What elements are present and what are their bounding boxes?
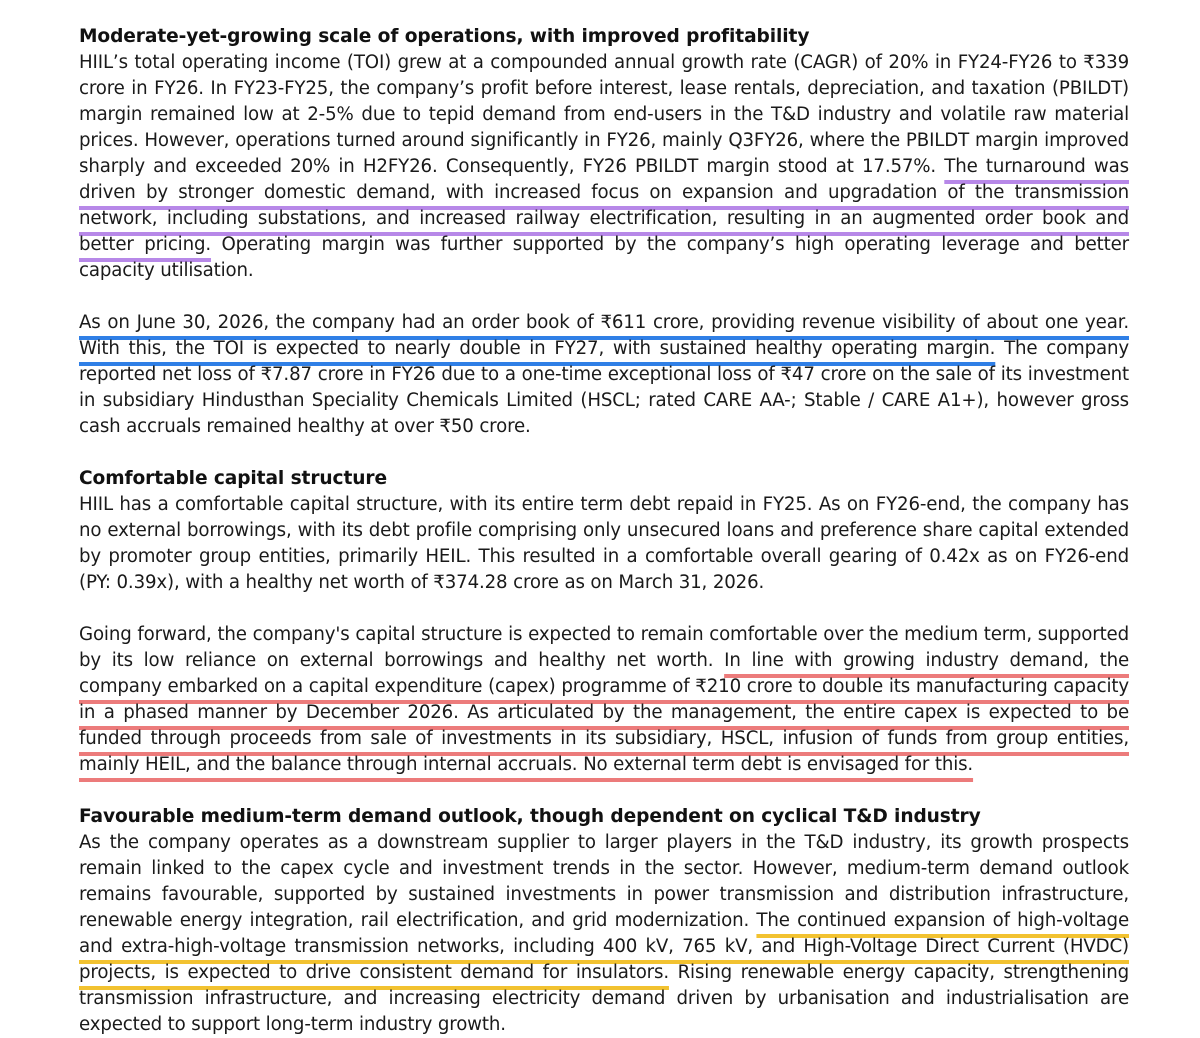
paragraph-text: HIIL’s total operating income (TOI) grew at a compounded annual growth rate (CAGR) of 20% in FY24-FY26 to ₹339 crore in FY26. In FY23-FY25, the company’s profit before interest, lease rentals, depreciation, and taxation (PBILDT) margin remained low at 2-5% due to tepid demand from end-users in the T&D industry and volatile raw material prices. However, operations turned around significantly in FY26, mainly Q3FY26, where the PBILDT margin improved sharply and exceeded 20% in H2FY26. Consequently, FY26 PBILDT margin stood at 17.57%.	[79, 52, 1129, 177]
section-heading: Favourable medium-term demand outlook, though dependent on cyclical T&D industry	[79, 806, 981, 827]
paragraph	[79, 492, 1129, 596]
paragraph-text: As the company operates as a downstream supplier to larger players in the T&D industry, its growth prospects remain linked to the capex cycle and investment trends in the sector. However, medium-term demand outlook remains favourable, supported by sustained investments in power transmission and distribution infrastructure, renewable energy integration, rail electrification, and grid modernization.	[79, 832, 1129, 931]
section-scale-of-operations	[79, 24, 1129, 440]
paragraph-text: Rising renewable energy capacity, strengthening transmission infrastructure, and increasing electricity demand driven by urbanisation and industrialisation are expected to support long-term industry growth.	[79, 962, 1130, 1035]
paragraph	[79, 50, 1129, 284]
section-demand-outlook	[79, 804, 1129, 1038]
paragraph-text: HIIL has a comfortable capital structure, with its entire term debt repaid in FY25. As on FY26-end, the company has no external borrowings, with its debt profile comprising only unsecured loans and preference share capital extended by promoter group entities, primarily HEIL. This resulted in a comfortable overall gearing of 0.42x as on FY26-end (PY: 0.39x), with a healthy net worth of ₹374.28 crore as on March 31, 2026.	[79, 494, 1129, 593]
document-page	[79, 24, 1129, 1038]
highlighted-text-purple: The turnaround was driven by stronger domestic demand, with increased focus on expansion and upgradation of the transmission network, including substations, and increased railway electrification, resulting in an augmented order book and better pricing.	[79, 156, 1129, 255]
section-heading: Moderate-yet-growing scale of operations, with improved profitability	[79, 26, 810, 47]
paragraph-text: The company reported net loss of ₹7.87 crore in FY26 due to a one-time exceptional loss of ₹47 crore on the sale of its investment in subsidiary Hindusthan Speciality Chemicals Limited (HSCL; rated CARE AA-; Stable / CARE A1+), however gross cash accruals remained healthy at over ₹50 crore.	[79, 338, 1130, 437]
paragraph	[79, 622, 1129, 778]
highlighted-text-yellow: The continued expansion of high-voltage and extra-high-voltage transmission networks, including 400 kV, 765 kV, and High-Voltage Direct Current (HVDC) projects, is expected to drive consistent demand for insulators.	[79, 910, 1129, 983]
highlighted-text-blue: As on June 30, 2026, the company had an order book of ₹611 crore, providing revenue visibility of about one year. With this, the TOI is expected to nearly double in FY27, with sustained healthy operating margin.	[79, 312, 1129, 359]
highlighted-text-red: In line with growing industry demand, the company embarked on a capital expenditure (capex) programme of ₹210 crore to double its manufacturing capacity in a phased manner by December 2026. As articulated by the management, the entire capex is expected to be funded through proceeds from sale of investments in its subsidiary, HSCL, infusion of funds from group entities, mainly HEIL, and the balance through internal accruals. No external term debt is envisaged for this.	[79, 650, 1129, 775]
paragraph	[79, 310, 1129, 440]
section-capital-structure	[79, 466, 1129, 778]
paragraph-text: Operating margin was further supported by the company’s high operating leverage and better capacity utilisation.	[79, 234, 1129, 281]
paragraph-text: Going forward, the company's capital structure is expected to remain comfortable over the medium term, supported by its low reliance on external borrowings and healthy net worth.	[79, 624, 1129, 671]
section-heading: Comfortable capital structure	[79, 468, 387, 489]
paragraph	[79, 830, 1129, 1038]
